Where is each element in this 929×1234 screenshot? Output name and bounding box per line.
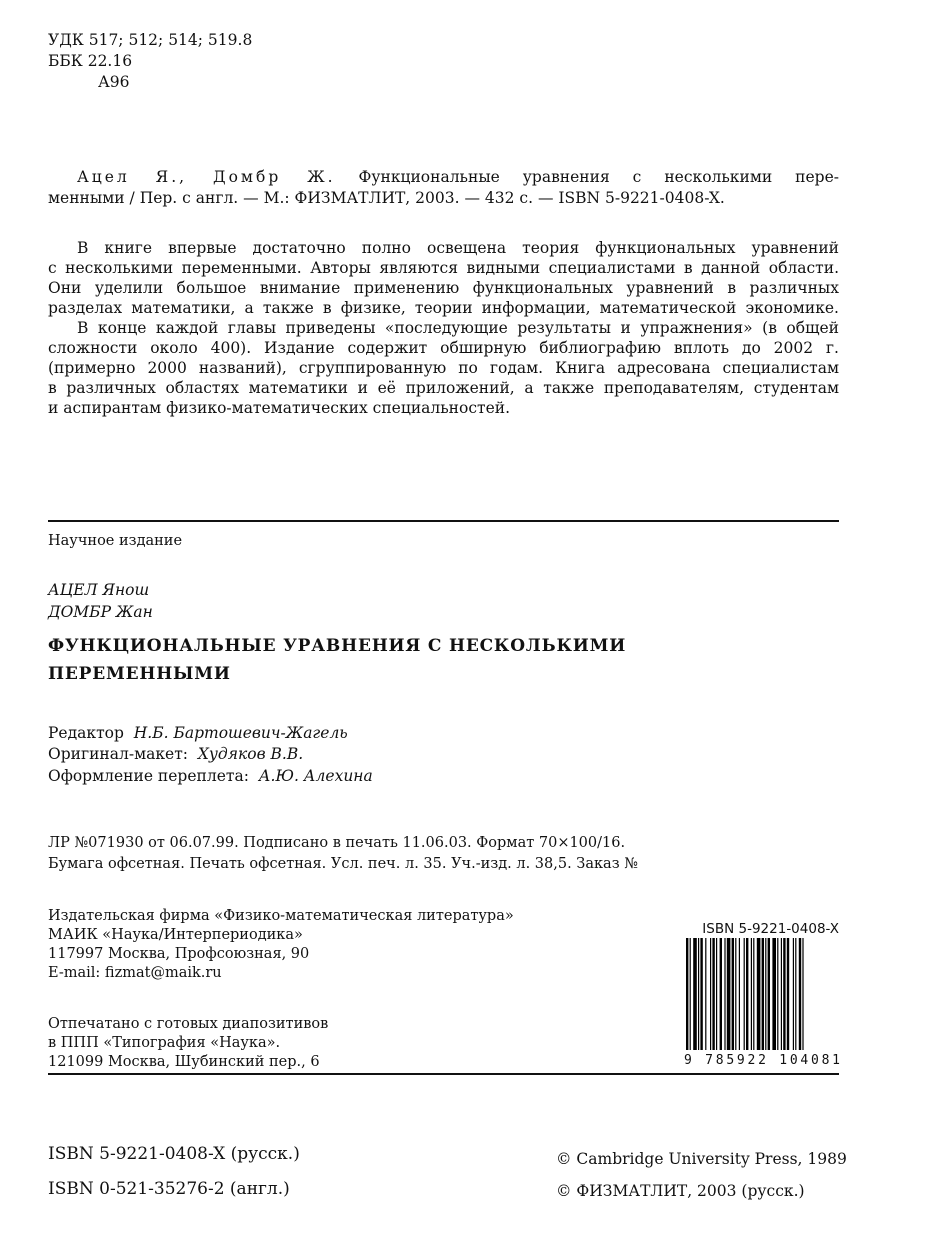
credit-role: Оформление переплета: [48,767,249,785]
divider [48,520,839,522]
publisher-block [48,907,514,983]
barcode-bar [753,938,754,1050]
barcode-bar [744,938,745,1050]
barcode-bar [724,938,725,1050]
copyright-cambridge: © Cambridge University Press, 1989 [556,1150,847,1168]
barcode-bar [693,938,697,1050]
citation-line-2: менными / Пер. с англ. — М.: ФИЗМАТЛИТ, 2003. — 432 с. — ISBN 5-9221-0408-X. [48,189,725,207]
isbn-russian: ISBN 5-9221-0408-X (русск.) [48,1144,300,1164]
barcode-bar [698,938,699,1050]
barcode-bar [757,938,761,1050]
barcode-bar [727,938,731,1050]
book-title [48,632,626,688]
book-title-line: ФУНКЦИОНАЛЬНЫЕ УРАВНЕНИЯ С НЕСКОЛЬКИМИ [48,636,627,656]
abstract-line: (примерно 2000 названий), сгруппированную по годам. Книга адресована специалистам [48,359,839,377]
barcode-bar [735,938,736,1050]
publisher-line: E-mail: fizmat@maik.ru [48,965,222,981]
barcode [684,938,840,1068]
printer-block [48,1015,328,1072]
barcode-bar [799,938,801,1050]
credit-name: А.Ю. Алехина [258,767,373,785]
barcode-bar [802,938,803,1050]
author-mark: А96 [98,73,130,91]
author-name: АЦЕЛ Янош [48,581,150,599]
abstract-line: в различных областях математики и её приложений, а также преподавателям, студентам [48,379,839,397]
barcode-bar [781,938,782,1050]
barcode-bar [783,938,785,1050]
credit-name: Худяков В.В. [197,745,304,763]
barcode-bar [772,938,776,1050]
barcode-bar [705,938,706,1050]
bbk-code: ББК 22.16 [48,52,133,70]
barcode-bar [720,938,722,1050]
edition-type: Научное издание [48,533,183,549]
credit-role: Редактор [48,724,124,742]
abstract-line: с несколькими переменными. Авторы являются видными специалистами в данной области. [48,259,839,277]
credit-editor [48,723,348,743]
abstract-line: В конце каждой главы приведены «последующие результаты и упражнения» (в общей [77,319,839,337]
barcode-bar [710,938,711,1050]
citation-line-1 [48,167,839,187]
barcode-bar [777,938,778,1050]
udk-code: УДК 517; 512; 514; 519.8 [48,31,253,49]
abstract-line: Они уделили большое внимание применению функциональных уравнений в различных [48,279,839,297]
barcode-bar [787,938,789,1050]
printer-line: 121099 Москва, Шубинский пер., 6 [48,1054,320,1070]
barcode-bar [712,938,714,1050]
print-info-line: ЛР №071930 от 06.07.99. Подписано в печать 11.06.03. Формат 70×100/16. [48,835,626,851]
barcode-bar [690,938,691,1050]
barcode-bar [739,938,740,1050]
abstract-line: сложности около 400). Издание содержит обширную библиографию вплоть до 2002 г. [48,339,839,357]
barcode-bar [716,938,717,1050]
barcode-bar [700,938,702,1050]
barcode-bar [795,938,796,1050]
divider [48,1073,839,1075]
barcode-bar [765,938,766,1050]
credit-name: Н.Б. Бартошевич-Жагель [133,724,348,742]
abstract-line: разделах математики, а также в физике, теории информации, математической экономике. [48,299,839,317]
print-info-line: Бумага офсетная. Печать офсетная. Усл. печ. л. 35. Уч.-изд. л. 38,5. Заказ № [48,856,638,872]
abstract-line: и аспирантам физико-математических специальностей. [48,399,511,417]
barcode-bar [762,938,764,1050]
abstract-line: В книге впервые достаточно полно освещена теория функциональных уравнений [77,239,839,257]
barcode-bar [768,938,770,1050]
publisher-line: 117997 Москва, Профсоюзная, 90 [48,946,310,962]
barcode-bar [732,938,734,1050]
barcode-bar [746,938,748,1050]
printer-line: Отпечатано с готовых диапозитивов [48,1016,329,1032]
barcode-bar [793,938,794,1050]
isbn-english: ISBN 0-521-35276-2 (англ.) [48,1179,290,1199]
publisher-line: Издательская фирма «Физико-математическая литература» [48,908,514,924]
printer-line: в ППП «Типография «Наука». [48,1035,281,1051]
publisher-line: МАИК «Наука/Интерпериодика» [48,927,303,943]
citation-title: Функциональные уравнения с несколькими пере- [358,168,839,186]
citation-authors: Ацел Я., Домбр Ж. [77,168,336,186]
credit-cover [48,766,373,786]
barcode-digits: 9 785922 104081 [684,1053,840,1068]
barcode-bar [751,938,752,1050]
copyright-fizmatlit: © ФИЗМАТЛИТ, 2003 (русск.) [556,1182,805,1200]
barcode-isbn-label: ISBN 5-9221-0408-X [702,921,839,937]
credit-layout [48,744,303,764]
credit-role: Оригинал-макет: [48,745,189,763]
book-title-line: ПЕРЕМЕННЫМИ [48,664,231,684]
barcode-bars [686,938,804,1050]
author-name: ДОМБР Жан [48,603,153,621]
barcode-bar [686,938,688,1050]
